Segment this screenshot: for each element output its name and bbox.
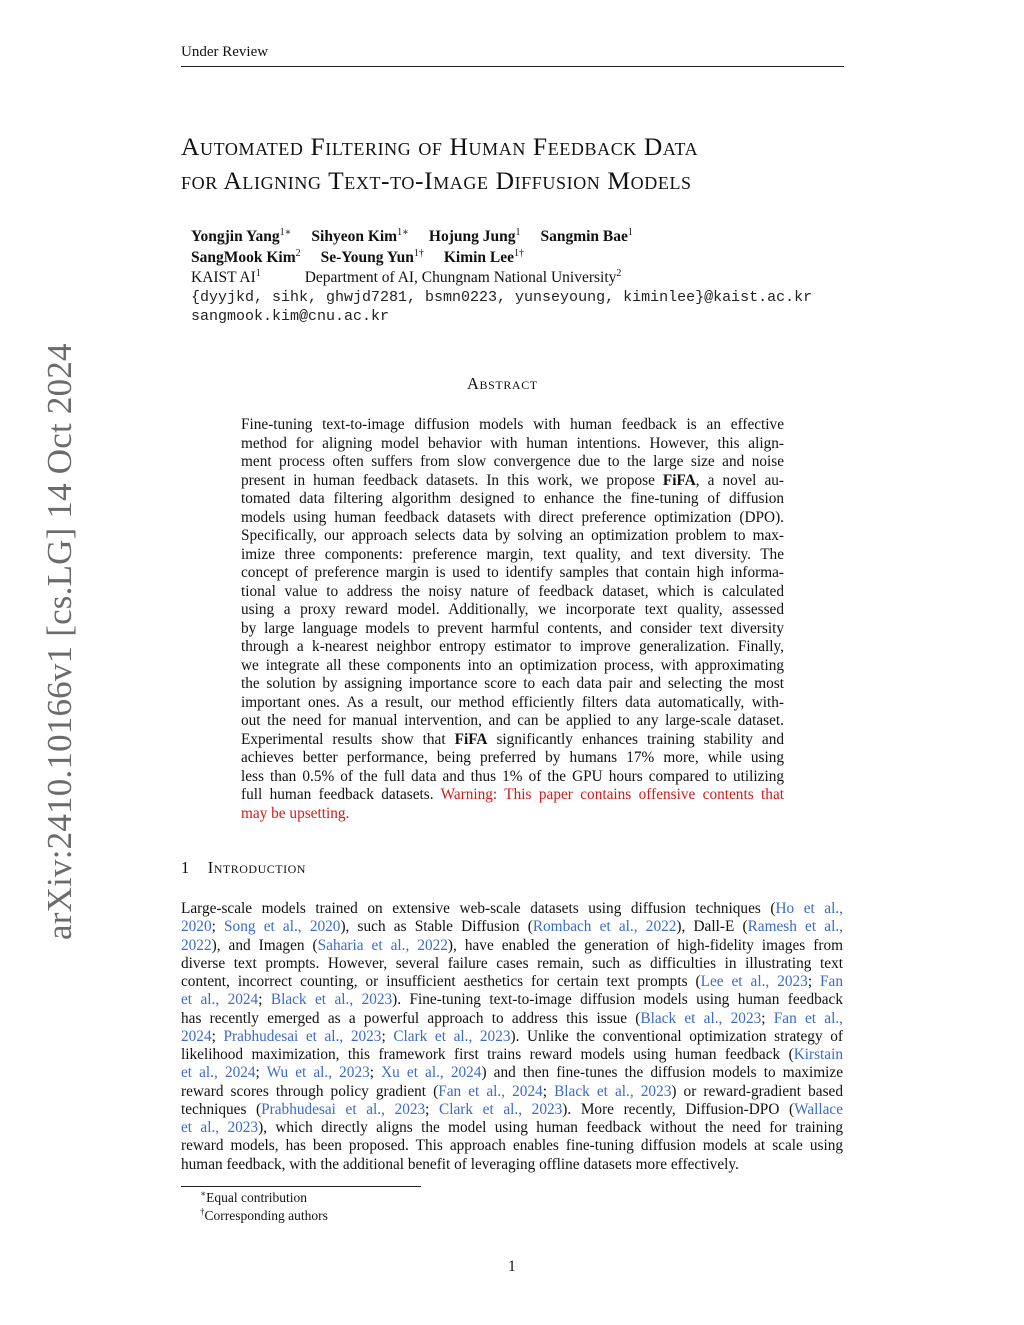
citation-link[interactable]: 2022 [645, 918, 677, 936]
abstract-line: Experimental results show that FiFA significantly enhances training stability and [241, 730, 784, 748]
abstract-line: achieves better performance, being preferred by humans 17% more, while using [241, 749, 784, 766]
affiliation-kaist: KAIST $AI^1$ [191, 267, 261, 286]
introduction-line: et al., 2024; Black et al., 2023). Fine-tuning text-to-image diffusion models using human feedback [181, 991, 843, 1009]
abstract-line [241, 805, 784, 823]
abstract-line: concept of preference margin is used to identify samples that contain high informa- [241, 564, 784, 581]
citation-link[interactable]: Wallace [794, 1100, 843, 1118]
introduction-line: et al., 2024; Wu et al., 2023; Xu et al., 2024) and then fine-tunes the diffusion models to maximize [181, 1064, 844, 1082]
citation-link[interactable]: 2023 [479, 1027, 511, 1045]
citation-link[interactable]: Clark et al., [393, 1027, 473, 1045]
abstract-line: important ones. As a result, our method efficiently filters data automatically, with- [241, 693, 784, 711]
abstract-line: using a proxy reward model. Additionally, we incorporate text quality, assessed [241, 601, 784, 618]
citation-link[interactable]: Rombach et al., [532, 918, 638, 936]
abstract-line: present in human feedback datasets. In this work, we propose FiFA, a novel au- [241, 471, 784, 489]
abstract-line: Fine-tuning text-to-image diffusion models with human feedback is an effective [241, 416, 784, 433]
citation-link[interactable]: Black et al., [270, 991, 354, 1009]
author-name: Hojung Jung$^1$ [428, 226, 521, 245]
author-name: Kimin Lee$^{1\dagger}$ [443, 247, 525, 266]
introduction-line: content, incorrect counting, or insufficient aesthetics for certain text prompts (Lee et al., 2023; Fan [181, 973, 843, 990]
author-name: Sangmin Bae$^1$ [540, 226, 633, 245]
method-name: FiFA [662, 471, 696, 489]
abstract-line: models using human feedback datasets with direct preference optimization (DPO). [241, 508, 784, 526]
citation-link[interactable]: Black et al., [554, 1082, 634, 1100]
introduction-line: 2022), and Imagen (Saharia et al., 2022), have enabled the generation of high-fidelity images from [181, 936, 843, 954]
citation-link[interactable]: Lee et al., [700, 973, 770, 990]
introduction-line: techniques (Prabhudesai et al., 2023; Clark et al., 2023). More recently, Diffusion-DPO (Wallace [181, 1100, 843, 1118]
introduction-line: likelihood maximization, this framework first trains reward models using human feedback (Kirstain [181, 1046, 843, 1063]
section-heading-introduction [181, 858, 306, 878]
method-name: FiFA [454, 730, 488, 748]
citation-link[interactable]: Song et al., [224, 918, 302, 936]
citation-link[interactable]: 2023 [777, 973, 808, 990]
abstract-line: through a k-nearest neighbor entropy estimator to improve generalization. Finally, [241, 638, 784, 655]
running-header: Under Review [181, 44, 269, 60]
author-email-cnu: sangmook.kim@cnu.ac.kr [191, 308, 390, 325]
citation-link[interactable]: 2023 [531, 1100, 563, 1118]
citation-link[interactable]: 2020 [309, 918, 341, 936]
abstract-line: full human feedback datasets. Warning: This paper contains offensive contents that [241, 786, 784, 803]
citation-link[interactable]: Wu et al., [266, 1064, 333, 1082]
citation-link[interactable]: 2023 [227, 1119, 259, 1136]
affiliations [191, 269, 621, 287]
abstract-line: Specifically, our approach selects data by solving an optimization problem to max- [241, 527, 784, 544]
section-title: Introduction [207, 858, 306, 877]
introduction-line: diverse text prompts. However, several failure cases remain, such as difficulties in illustrating text [181, 954, 843, 972]
author-name: Yongjin Yang$^{1∗}$ [191, 226, 292, 245]
citation-link[interactable]: Saharia et al., [317, 936, 410, 954]
citation-link[interactable]: 2023 [640, 1082, 672, 1100]
citation-link[interactable]: Ho et al., [775, 900, 843, 917]
author-emails-kaist: {dyyjkd, sihk, ghwjd7281, bsmn0223, yunseyoung, kiminlee}@kaist.ac.kr [191, 289, 813, 306]
citation-link[interactable]: 2023 [350, 1027, 382, 1045]
introduction-line: reward scores through policy gradient (Fan et al., 2024; Black et al., 2023) or reward-gradient based [181, 1082, 843, 1100]
citation-link[interactable]: Kirstain [793, 1046, 843, 1063]
citation-link[interactable]: 2024 [227, 991, 259, 1009]
citation-link[interactable]: Fan et al., [773, 1009, 843, 1027]
citation-link[interactable]: et al., [181, 1064, 218, 1082]
abstract-line: less than 0.5% of the full data and thus 1% of the GPU hours compared to utilizing [241, 767, 784, 785]
section-number: 1 [181, 858, 190, 877]
citation-link[interactable]: et al., [181, 991, 220, 1009]
arxiv-identifier-stamp: arXiv:2410.10166v1 [cs.LG] 14 Oct 2024 [40, 343, 79, 940]
author-list-row-2 [191, 249, 544, 267]
citation-link[interactable]: Ramesh et al., [747, 918, 843, 936]
citation-link[interactable]: 2023 [339, 1064, 370, 1082]
content-warning: Warning: This paper contains offensive contents that [440, 786, 784, 803]
introduction-line: 2024; Prabhudesai et al., 2023; Clark et al., 2023). Unlike the conventional optimization strategy of [181, 1027, 843, 1045]
citation-link[interactable]: 2023 [361, 991, 393, 1009]
citation-link[interactable]: Fan et al., [438, 1082, 506, 1100]
affiliation-chungnam: Department of AI, Chungnam National University$^2$ [304, 267, 622, 286]
citation-link[interactable]: 2022 [417, 936, 448, 954]
author-name: Se-Young Yun$^{1\dagger}$ [320, 247, 424, 266]
citation-link[interactable]: Fan [820, 973, 843, 990]
abstract-heading: Abstract [467, 374, 538, 393]
introduction-line: has recently emerged as a powerful approach to address this issue (Black et al., 2023; Fan et al., [181, 1009, 843, 1027]
abstract-line: the solution by assigning importance score to each data pair and selecting the most [241, 675, 784, 692]
abstract-line: by large language models to prevent harmful contents, and consider text diversity [241, 619, 784, 637]
citation-link[interactable]: 2024 [224, 1064, 256, 1082]
citation-link[interactable]: Xu et al., [381, 1064, 444, 1082]
citation-link[interactable]: Prabhudesai et al., [223, 1027, 344, 1045]
citation-link[interactable]: 2024 [450, 1064, 482, 1082]
abstract-line: imize three components: preference margin, text quality, and text diversity. The [241, 545, 784, 563]
citation-link[interactable]: 2023 [394, 1100, 426, 1118]
paper-title-line-1: Automated Filtering of Human Feedback Data [181, 132, 699, 161]
introduction-line: reward models, has been proposed. This approach enables fine-tuning diffusion models at scale using [181, 1137, 843, 1155]
footnote-equal-contribution: ∗Equal contribution [200, 1188, 307, 1205]
header-rule [181, 66, 844, 67]
citation-link[interactable]: Prabhudesai et al., [261, 1100, 385, 1118]
footnote-rule [181, 1186, 421, 1187]
abstract-line: method for aligning model behavior with human intentions. However, this align- [241, 434, 784, 452]
abstract-line: tional value to address the noisy nature of feedback dataset, which is calculated [241, 582, 784, 600]
citation-link[interactable]: 2022 [181, 936, 212, 954]
author-name: SangMook Kim$^2$ [191, 247, 301, 266]
abstract-line: out the need for manual intervention, and can be applied to any large-scale dataset. [241, 712, 784, 729]
citation-link[interactable]: Clark et al., [439, 1100, 523, 1118]
citation-link[interactable]: 2024 [181, 1027, 212, 1045]
citation-link[interactable]: et al., [181, 1119, 220, 1136]
citation-link[interactable]: 2020 [181, 918, 212, 936]
abstract-line: tomated data filtering algorithm designed to enhance the fine-tuning of diffusion [241, 490, 784, 507]
author-name: Sihyeon Kim$^{1∗}$ [311, 226, 409, 245]
footnote-corresponding-authors: †Corresponding authors [200, 1206, 328, 1223]
citation-link[interactable]: 2024 [512, 1082, 543, 1100]
citation-link[interactable]: Black et al., [640, 1009, 723, 1027]
content-warning: may be upsetting. [241, 804, 350, 822]
paper-title-line-2: for Aligning Text-to-Image Diffusion Models [181, 166, 692, 195]
introduction-line: 2020; Song et al., 2020), such as Stable Diffusion (Rombach et al., 2022), Dall-E (Ramesh et al., [181, 918, 843, 936]
introduction-line: et al., 2023), which directly aligns the model using human feedback without the need for training [181, 1119, 843, 1136]
abstract-line: ment process often suffers from slow convergence due to the large size and noise [241, 453, 784, 470]
introduction-line: Large-scale models trained on extensive web-scale datasets using diffusion techniques (Ho et al., [181, 900, 843, 917]
abstract-line: we integrate all these components into an optimization process, with approximating [241, 656, 784, 674]
introduction-line: human feedback, with the additional benefit of leveraging offline datasets more effectively. [181, 1155, 739, 1173]
citation-link[interactable]: 2023 [730, 1009, 762, 1027]
page-number: 1 [508, 1258, 516, 1275]
author-list-row-1 [191, 228, 653, 246]
